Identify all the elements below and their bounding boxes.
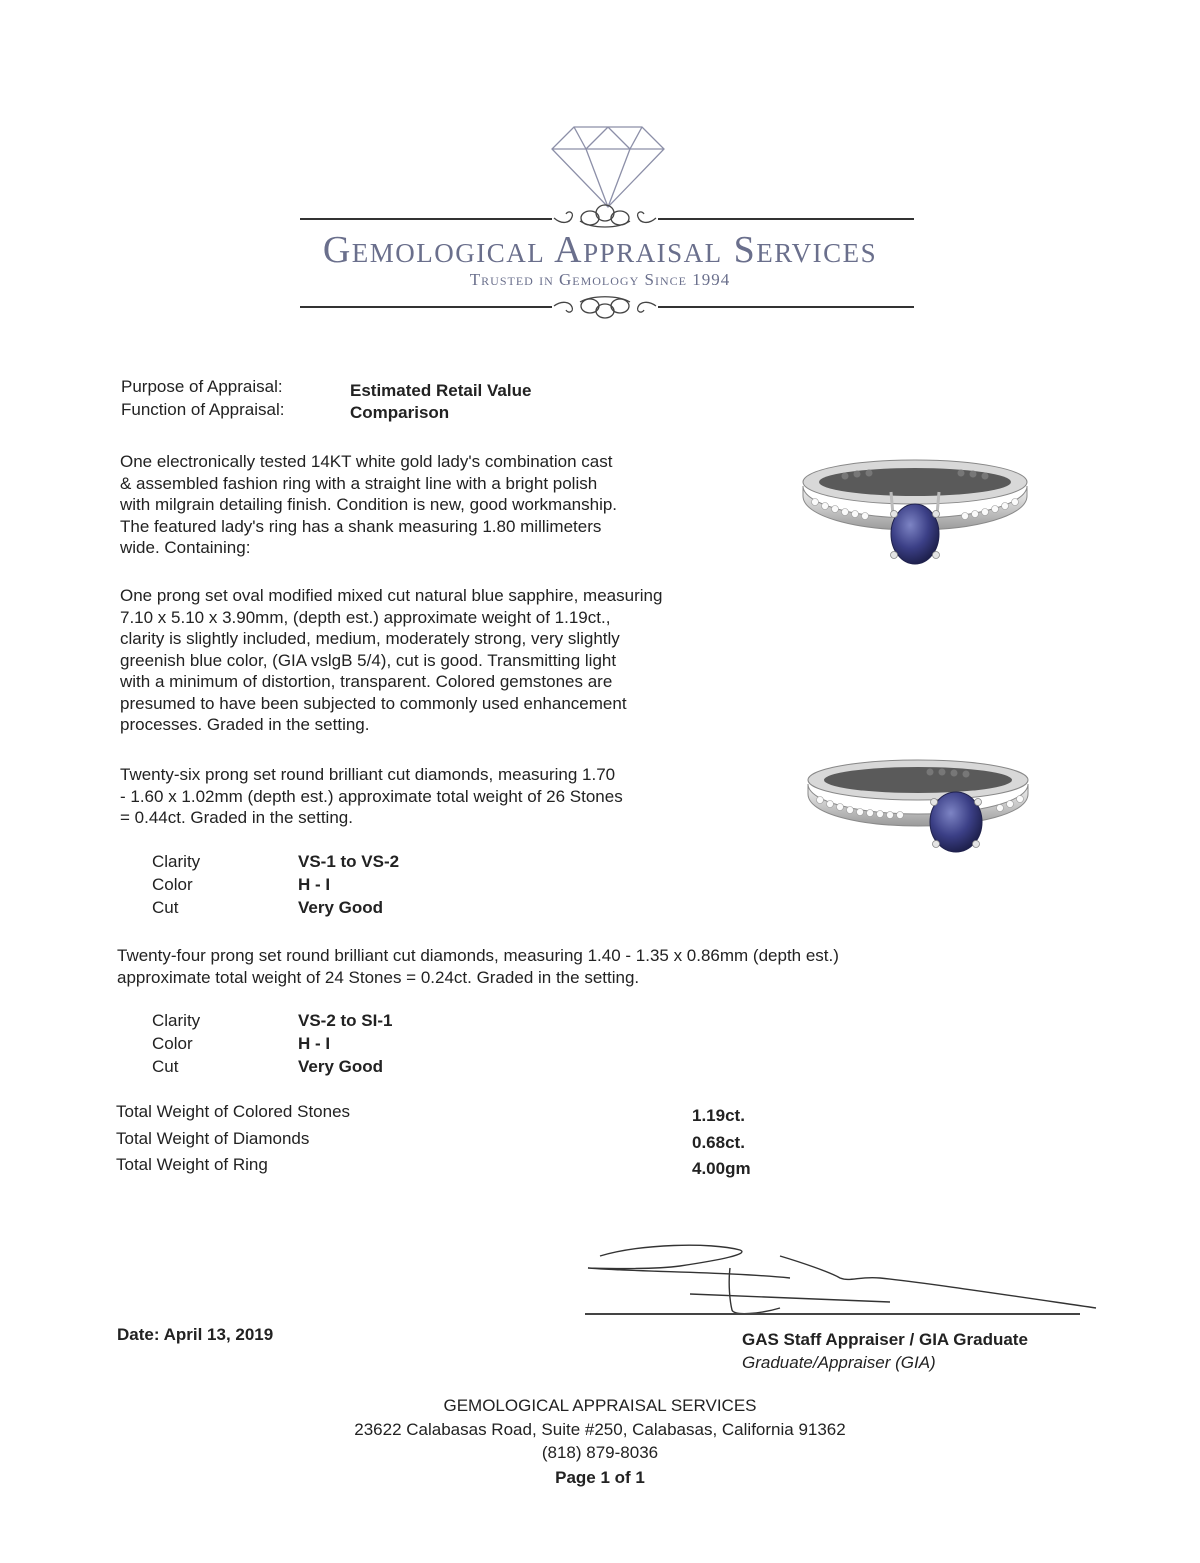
- total-label: Total Weight of Diamonds: [116, 1128, 310, 1148]
- total-row: [116, 1154, 776, 1181]
- header-rule-bottom-right: [658, 306, 914, 308]
- grade-label: Clarity: [152, 852, 201, 871]
- function-value: Comparison: [350, 403, 450, 422]
- grade-row: [152, 1009, 392, 1032]
- grade-value: H - I: [298, 875, 331, 894]
- grade-label: Clarity: [152, 1011, 201, 1030]
- total-value: 0.68ct.: [692, 1132, 745, 1152]
- footer-phone: (818) 879-8036: [541, 1443, 659, 1462]
- ring-photo-angle: [800, 752, 1035, 862]
- grade-row: [152, 1055, 392, 1078]
- grade-value: Very Good: [298, 1057, 384, 1076]
- total-row: [116, 1101, 776, 1128]
- total-value: 1.19ct.: [692, 1106, 745, 1125]
- ring-description: One electronically tested 14KT white gold lady's combination cast & assembled fashion ring with a straight line with a bright polish with milgrain detailing finish. Condition is new, good workmanship. The featured lady's ring has a shank measuring 1.80 millimeters wide. Containing:: [120, 452, 618, 557]
- total-value: 4.00gm: [692, 1159, 751, 1178]
- purpose-value: Estimated Retail Value: [350, 381, 532, 400]
- scroll-ornament-bottom: [552, 292, 658, 320]
- grades-group1: [152, 850, 399, 919]
- grade-label: Cut: [152, 1057, 179, 1076]
- sapphire-description: One prong set oval modified mixed cut natural blue sapphire, measuring 7.10 x 5.10 x 3.90mm, (depth est.) approximate weight of 1.19ct., clarity is slightly included, medium, moderately strong, very slightly greenish blue color, (GIA vslgB 5/4), cut is good. Transmitting light with a minimum of distortion, transparent. Colored gemstones are presumed to have been subjected to commonly used enhancement processes. Graded in the setting.: [120, 586, 663, 734]
- appraisal-date: Date: April 13, 2019: [117, 1325, 274, 1344]
- grade-label: Color: [152, 1034, 193, 1053]
- grade-label: Color: [152, 875, 193, 894]
- grade-value: VS-2 to SI-1: [298, 1011, 393, 1030]
- grade-value: Very Good: [298, 898, 384, 917]
- grade-row: [152, 1032, 392, 1055]
- signer-subtitle: Graduate/Appraiser (GIA): [742, 1353, 936, 1372]
- total-row: [116, 1128, 776, 1155]
- purpose-label: Purpose of Appraisal:: [121, 377, 283, 396]
- signer-title: GAS Staff Appraiser / GIA Graduate: [742, 1330, 1028, 1349]
- footer-address: 23622 Calabasas Road, Suite #250, Calabasas, California 91362: [354, 1420, 846, 1439]
- signature-rule: [585, 1313, 1080, 1315]
- diamonds-group2-description: Twenty-four prong set round brilliant cut diamonds, measuring 1.40 - 1.35 x 0.86mm (depth est.) approximate total weight of 24 Stones = 0.24ct. Graded in the setting.: [117, 946, 839, 987]
- diamond-outline-icon: [550, 125, 666, 210]
- header-rule-top-left: [300, 218, 552, 220]
- grade-row: [152, 850, 399, 873]
- total-label: Total Weight of Colored Stones: [116, 1102, 351, 1121]
- function-label: Function of Appraisal:: [121, 400, 285, 419]
- grade-value: VS-1 to VS-2: [298, 852, 400, 871]
- company-name: Gemological Appraisal Services: [322, 229, 878, 271]
- diamonds-group1-description: Twenty-six prong set round brilliant cut diamonds, measuring 1.70 - 1.60 x 1.02mm (depth est.) approximate total weight of 26 Stones = 0.44ct. Graded in the setting.: [120, 765, 623, 827]
- grade-row: [152, 873, 399, 896]
- scroll-ornament-top: [552, 203, 658, 231]
- page-number: Page 1 of 1: [555, 1468, 645, 1487]
- grade-row: [152, 896, 399, 919]
- footer-company: GEMOLOGICAL APPRAISAL SERVICES: [443, 1396, 757, 1415]
- grades-group2: [152, 1009, 392, 1078]
- appraiser-signature: [580, 1238, 1100, 1320]
- totals-table: [116, 1101, 776, 1181]
- company-tagline: Trusted in Gemology Since 1994: [469, 270, 731, 289]
- grade-label: Cut: [152, 898, 179, 917]
- header-rule-top-right: [658, 218, 914, 220]
- grade-value: H - I: [298, 1034, 331, 1053]
- ring-photo-front: [795, 452, 1035, 570]
- header-rule-bottom-left: [300, 306, 552, 308]
- total-label: Total Weight of Ring: [116, 1155, 268, 1174]
